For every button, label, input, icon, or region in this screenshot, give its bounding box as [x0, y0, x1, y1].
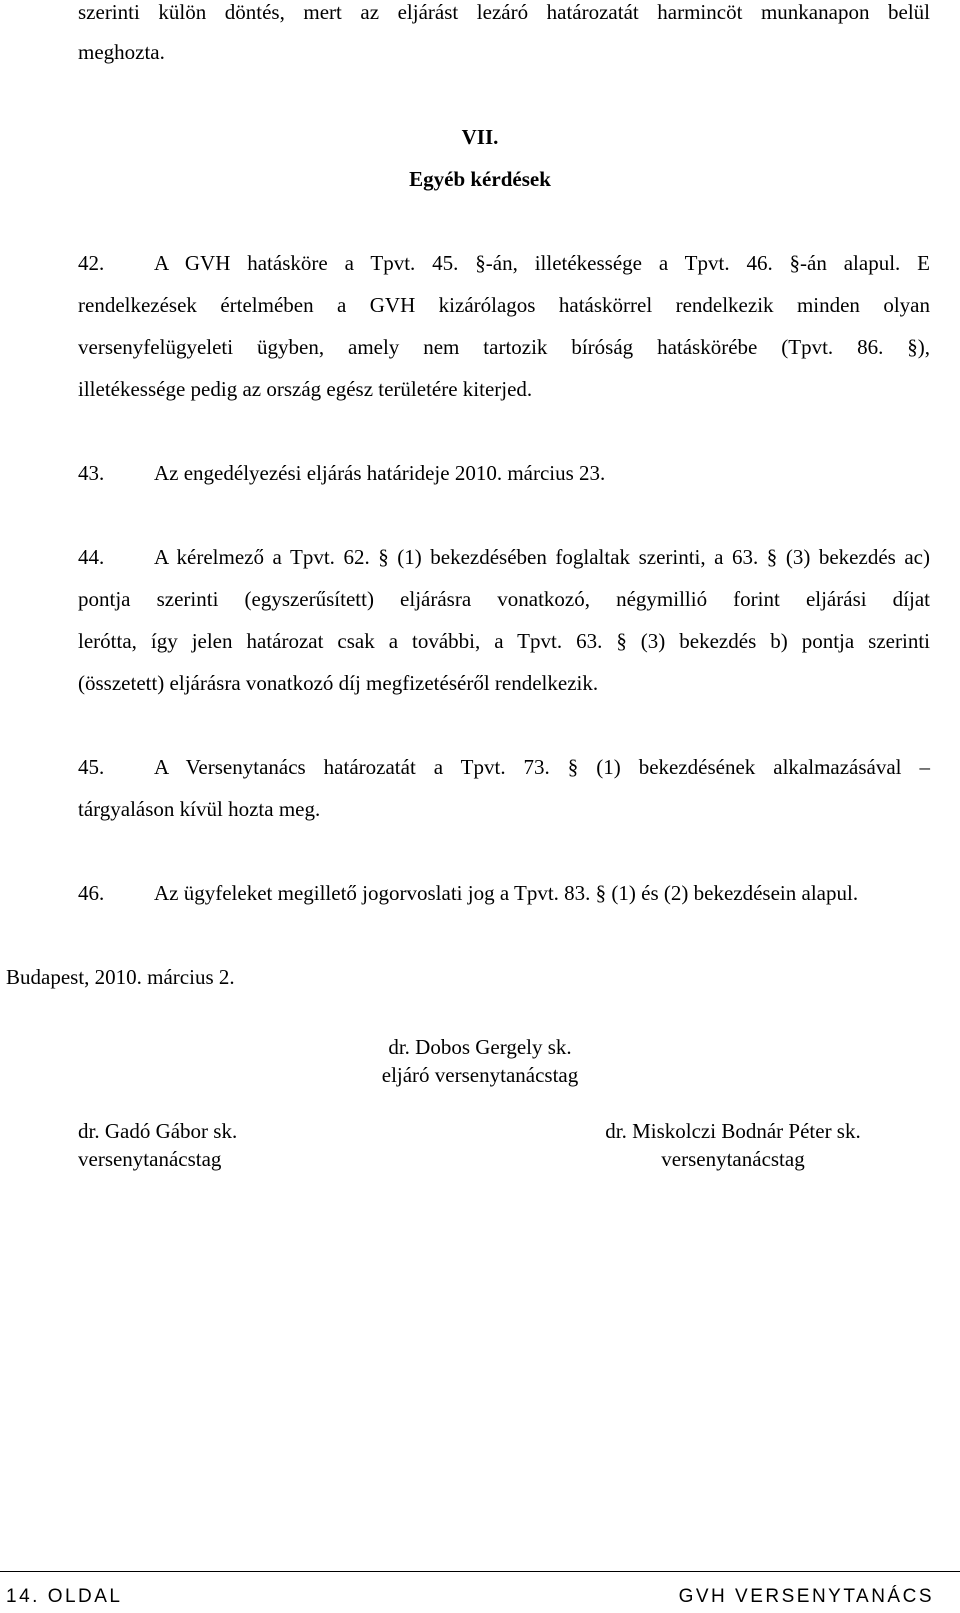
item-number-42: 42. — [78, 251, 105, 275]
right-signature-name: dr. Miskolczi Bodnár Péter sk. — [605, 1119, 861, 1143]
item-number-43: 43. — [78, 461, 105, 485]
item-44-line-1-content: A kérelmező a Tpvt. 62. § (1) bekezdésében foglaltak szerinti, a 63. § (3) bekezdés ac) — [154, 545, 930, 569]
left-signature-role: versenytanácstag — [78, 1147, 222, 1171]
item-46-line-1 — [78, 881, 858, 905]
item-46-line-1-content: Az ügyfeleket megillető jogorvoslati jog a Tpvt. 83. § (1) és (2) bekezdésein alapul. — [154, 881, 859, 905]
item-44-line-2: pontja szerinti (egyszerűsített) eljárásra vonatkozó, négymillió forint eljárási díjat — [78, 587, 930, 611]
place-date: Budapest, 2010. március 2. — [6, 965, 235, 989]
item-number-45: 45. — [78, 755, 105, 779]
section-title: Egyéb kérdések — [409, 167, 551, 191]
item-43-line-1-content: Az engedélyezési eljárás határideje 2010. március 23. — [154, 461, 606, 485]
item-42-line-1-content: A GVH hatásköre a Tpvt. 45. §-án, illetékessége a Tpvt. 46. §-án alapul. E — [154, 251, 930, 275]
item-42-line-3: versenyfelügyeleti ügyben, amely nem tartozik bíróság hatáskörébe (Tpvt. 86. §), — [78, 335, 930, 359]
item-43-line-1 — [78, 461, 605, 485]
chair-signature-name: dr. Dobos Gergely sk. — [388, 1035, 572, 1059]
item-42-line-2: rendelkezések értelmében a GVH kizárólagos hatáskörrel rendelkezik minden olyan — [78, 293, 930, 317]
item-45-line-1 — [78, 755, 930, 779]
item-44-line-4: (összetett) eljárásra vonatkozó díj megfizetéséről rendelkezik. — [78, 671, 599, 695]
item-number-46: 46. — [78, 881, 105, 905]
intro-line-2: meghozta. — [78, 40, 165, 64]
right-signature-role: versenytanácstag — [661, 1147, 805, 1171]
item-42-line-1-text — [78, 251, 930, 275]
item-number-44: 44. — [78, 545, 105, 569]
item-42-line-4: illetékessége pedig az ország egész területére kiterjed. — [78, 377, 533, 401]
intro-line-1: szerinti külön döntés, mert az eljárást lezáró határozatát harmincöt munkanapon belül — [78, 0, 930, 24]
item-45-line-1-content: A Versenytanács határozatát a Tpvt. 73. § (1) bekezdésének alkalmazásával – — [154, 755, 930, 779]
footer-divider — [0, 1571, 960, 1572]
item-44-line-3: lerótta, így jelen határozat csak a további, a Tpvt. 63. § (3) bekezdés b) pontja szerinti — [78, 629, 930, 653]
item-44-line-1 — [78, 545, 930, 569]
section-number: VII. — [461, 125, 499, 149]
item-45-line-2: tárgyaláson kívül hozta meg. — [78, 797, 321, 821]
footer-page-number: 14. OLDAL — [6, 1586, 123, 1607]
left-signature-name: dr. Gadó Gábor sk. — [78, 1119, 238, 1143]
chair-signature-role: eljáró versenytanácstag — [381, 1063, 579, 1087]
footer-organization: GVH VERSENYTANÁCS — [678, 1586, 934, 1607]
